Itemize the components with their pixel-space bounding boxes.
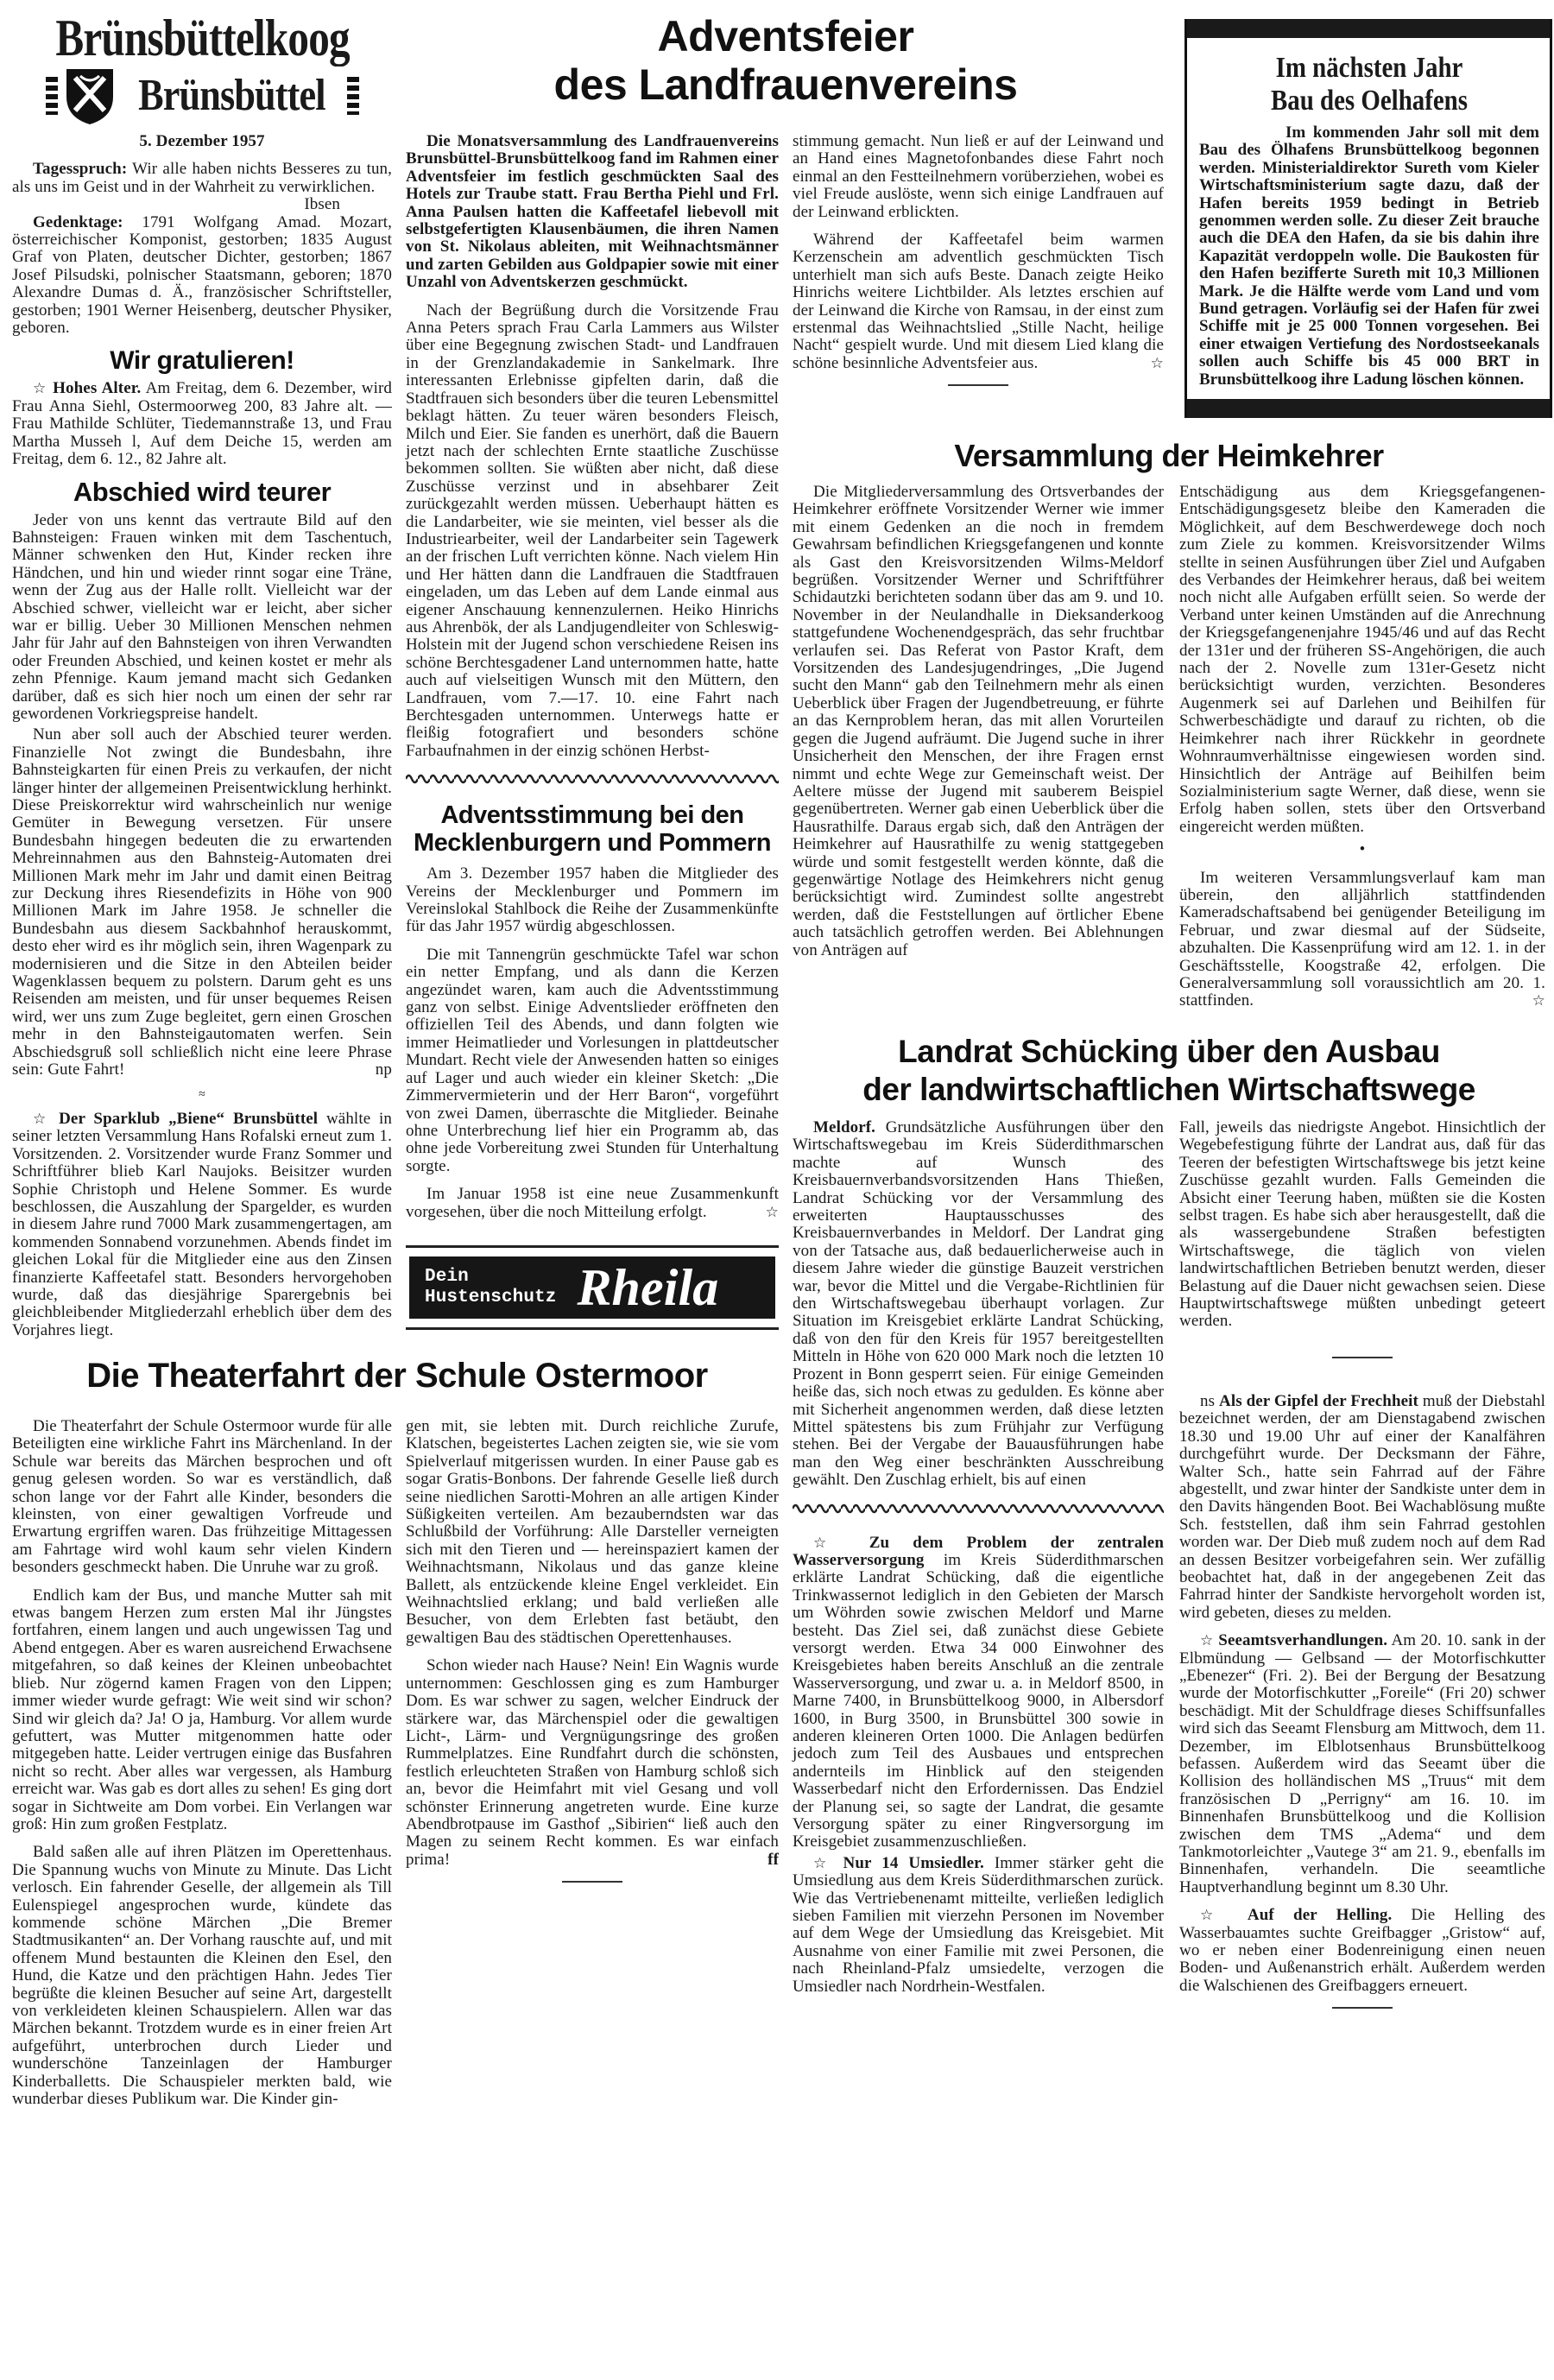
- theater-col1: [12, 1418, 392, 2108]
- issue-date: 5. Dezember 1957: [139, 132, 265, 150]
- article-paragraph: Jeder von uns kennt das vertraute Bild auf den Bahnsteigen: Frauen winken mit dem Taschentuch, Männer schwenken den Hut, Kinder recken ihre Händchen, und hin und wieder rinnt sogar eine Träne, wenn der Zug aus der Halle rollt. Vielleicht war der Abschied schwer, vielleicht war er leicht, aber sicher war er billig. Ueber 30 Millionen Menschen nehmen Jahr für Jahr auf den Bahnsteigen von ihren Verwandten oder Freunden Abschied, und keinen kostet er mehr als zehn Pfennige. Kaum jemand macht sich Gedanken darüber, daß es sich hier noch um einen der sehr rar gewordenen Vorkriegspreise handelt.: [12, 510, 392, 723]
- ornament: [46, 77, 58, 115]
- heimkehrer-col1: [793, 484, 1164, 959]
- article-paragraph: gen mit, sie lebten mit. Durch reichliche Zurufe, Klatschen, begeistertes Lachen zeigten sie, wie sie vom Spielverlauf mitgerissen wurden. In einer Pause gab es sogar Gratis-Bonbons. Der fahrende Geselle ließ durch seine niedlichen Sarotti-Mohren an alle artigen Kinder Süßigkeiten verteilen. Am bezauberndsten war das Schlußbild der Vorführung: Alle Darsteller verneigten sich mit den Tieren und — hereinspaziert kamen der Weihnachtsmann, Nikolaus und das ganze kleine Ballett, als entzückende kleine Engel verkleidet. Ein Weihnachtslied erklang; und bald verließen alle Besucher, von dem Erlebten fast betäubt, den gewaltigen Bau des städtischen Operettenhauses.: [406, 1417, 779, 1647]
- article-paragraph: Nach der Begrüßung durch die Vorsitzende Frau Anna Peters sprach Frau Carla Lammers aus Wilster über eine Begegnung zwischen Stadt- und Landfrauen in der Grenzlandakademie in Sankelmark. Ihre interessanten Erlebnisse gipfelten darin, daß die Stadtfrauen sich besonders über die teuren Lebensmittel beklagt hätten. Zu teuer wären besonders Fleisch, Milch und Eier. Sie fanden es unerhört, daß die Bauern jetzt nach der schlechten Ernte staatliche Zuschüsse bekommen sollten. Sie wüßten aber nicht, daß diese Zuschüsse verzinst und in absehbarer Zeit zurückgezahlt werden müssen. Ueberhaupt hätten es die Landarbeiter, wie sie meinten, viel besser als die Industriearbeiter, weil der Landarbeiter sein Tagewerk an der frischen Luft verrichten könne. Nach vielem Hin und Her hätten dann die Landfrauen die Stadtfrauen eingeladen, um das Leben auf dem Lande einmal aus eigener Anschauung kennenzulernen. Heiko Hinrichs aus Ahrenbök, der als Landjugendleiter von Schleswig-Holstein mit der Jugend schon verschiedene Reisen ins schöne Berchtesgadener Land unternommen hatte, hatte auch auf vielseitigen Wunsch mit den Müttern, den Landfrauen, vom 7.—17. 10. eine Fahrt nach Berchtesgaden unternommen. Unterwegs hatte er fleißig fotografiert und besonders schöne Farbaufnahmen in der einzig schönen Herbst-: [406, 301, 779, 760]
- separator-ornament: ≈: [199, 1087, 205, 1101]
- star-icon: ☆: [33, 380, 47, 397]
- author-initials: ff: [768, 1850, 779, 1869]
- sparklub-notice: ☆ Der Sparklub „Biene“ Brunsbüttel wählte in seiner letzten Versammlung Hans Rofalski erneut zum 1. Vorsitzenden. 2. Vorsitzender wurde Franz Sommer und Schriftführer blieb Karl Naujoks. Beisitzer wurden Sophie Christoph und Helene Sommer. Es wurde beschlossen, die Auszahlung der Spargelder, es wurden in diesem Jahre rund 7000 Mark zusammengertagen, am kommenden Sonnabend vorzunehmen. Abends findet im gleichen Lokal für die Mitglieder eine aus den Zinsen finanzierte Kaffeetafel statt. Besonders hervorgehoben wurde, daß das diesjährige Sparergebnis bei gleichbleibender Mitgliederzahl erheblich über dem des Vorjahres liegt.: [12, 1109, 392, 1339]
- masthead: [10, 10, 395, 126]
- ad-brand: Rheila: [577, 1258, 719, 1316]
- heading-mecklenburger: Adventsstimmung bei den Mecklenburgern und Pommern: [413, 801, 771, 858]
- article-paragraph: Nun aber soll auch der Abschied teurer werden. Finanzielle Not zwingt die Bundesbahn, ihre Bahnsteigkarten für einen Preis zu verkaufen, der nicht länger hinter der allgemeinen Preisentwicklung herhinkt. Diese Preiskorrektur wird wahrscheinlich nur wenige Gemüter in Bewegung versetzen. Für unsere Bundesbahn hingegen bedeuten die zu erwartenden Mehreinnahmen aus den Bahnsteig-Automaten drei Millionen Mark mehr im Jahr und damit einen Beitrag zur Deckung ihres Riesendefizits in Höhe von 900 Millionen Mark im Jahre 1958. Je schneller die Bundesbahn aus diesem Sackbahnhof herauskommt, desto eher wird es ihr möglich sein, ihren Wagenpark zu modernisieren und die Sitze in den Abteilen beider Wagenklassen bequem zu polstern. Darum geht es uns Reisenden am meisten, und für unser bequemes Reisen wird, wer uns zum Zuge begleitet, gern einen Groschen mehr in den Bahnsteigautomaten werfen. Sein Abschiedsgruß soll schließlich nicht eine leere Phrase sein: Gute Fahrt! np: [12, 725, 392, 1079]
- divider: [406, 1327, 779, 1330]
- article-paragraph: Die Mitgliederversammlung des Ortsverbandes der Heimkehrer eröffnete Vorsitzender Werner wie immer mit einem Gedenken an die noch in fremdem Gewahrsam befindlichen Kriegsgefangenen und konnte als Gast den Kreisvorsitzenden Wilms-Meldorf begrüßen. Vorsitzender Werner und Schriftführer Schidautzki berichteten sodann über das am 9. und 10. November in der Neulandhalle in Dieksanderkoog stattgefundene Wochenendgespräch, das sehr fruchtbar verlaufen sei. Das Referat von Pastor Kraft, dem Vorsitzenden des Landesjugendringes, „Die Jugend sucht den Mann“ gab den Teilnehmern mehr als einen Ueberblick über Fragen der Jugendbetreuung, er führte an das Kernproblem heran, das mit allen Vorurteilen gegen die Jugend aufräumt. Die Jugend suche in ihrer Unsicherheit den Menschen, der ihre Fragen ernst nimmt und echte Wege zur Gemeinschaft weist. Der Aeltere müsse der Jugend mit sauberem Beispiel gegenübertreten. Werner gab einen Ueberblick über die Hausrathilfe. Daraus ergab sich, daß den Anträgen der Heimkehrer auf Hausrathilfe zu wenig stattgegeben würde und somit festgestellt werden könnte, daß die gegenwärtige Notlage des Heimkehrers nicht genug berücksichtigt wird. Zumindest sollte angestrebt werden, daß die Feststellungen auf örtlicher Ebene auch tatsächlich getroffen werden. Bei Ablehnungen von Anträgen auf: [793, 483, 1164, 959]
- wave-divider: [793, 1502, 1164, 1516]
- author-initials: np: [375, 1060, 392, 1079]
- star-icon: ☆: [1200, 1632, 1214, 1649]
- memorial-days: Gedenktage: 1791 Wolfgang Amad. Mozart, österreichischer Komponist, gestorben; 1835 August Graf von Platen, deutscher Dichter, gestorben; 1867 Josef Pilsudski, polnischer Staatsmann, geboren; 1870 Alexandre Dumas d. Ä., französischer Schriftsteller, gestorben; 1901 Werner Heisenberg, deutscher Physiker, geboren.: [12, 212, 392, 338]
- heading-abschied-wird-teurer: Abschied wird teurer: [73, 476, 332, 507]
- article-paragraph: Endlich kam der Bus, und manche Mutter sah mit etwas bangem Herzen zum ersten Mal ihr Jüngstes fortfahren, einem langen und auch ungewissen Tag und Abend entgegen. Aber es waren ausreichend Erwachsene mitgefahren, so daß keines der Kleinen unbeobachtet blieb. Nur zögernd kamen Fragen von den Lippen; immer wieder wurde gefragt: Wie weit sind wir schon? Sind wir gleich da? Ja! O ja, Hamburg. Vor allem wurde gefuttert, was Mutter mitgenommen hatte oder mitgegeben hatte. Leider vertrugen einige das Busfahren nicht so recht. Aber alles war vergessen, als Hamburg erreicht war. Was gab es dort alles zu sehen! Es ging dort sogar in Sichtweite am Dom vorbei. Ein Verlangen war groß: Hin zum großen Festplatz.: [12, 1586, 392, 1833]
- wave-divider: [406, 772, 779, 786]
- article-paragraph: Im weiteren Versammlungsverlauf kam man überein, den alljährlich stattfindenden Kameradschaftsabend bei genügender Beteiligung im Februar, und zwar diesmal auf der Südseite, abzuhalten. Die Kassenprüfung wird am 12. 1. in der Geschäftsstelle, Koogstraße 42, erfolgen. Die Generalversammlung soll voraussichtlich am 20. 1. stattfinden. ☆: [1179, 868, 1545, 1010]
- column-c-top: [793, 133, 1164, 398]
- headline-theaterfahrt: Die Theaterfahrt der Schule Ostermoor: [86, 1357, 708, 1395]
- star-icon: ☆: [1532, 992, 1545, 1010]
- article-paragraph: Im Januar 1958 ist eine neue Zusammenkunft vorgesehen, über die noch Mitteilung erfolgt. ☆: [406, 1185, 779, 1221]
- divider: [948, 384, 1008, 386]
- left-column: [12, 133, 392, 1339]
- article-paragraph: Schon wieder nach Hause? Nein! Ein Wagnis wurde unternommen: Geschlossen ging es zum Hamburger Dom. Es war schwer zu sagen, welcher Eindruck der stärkere war, das Märchenspiel oder die gewaltigen Licht-, Lärm- und Vergnügungsringe des großen Rummelplatzes. Eine Rundfahrt durch die schönsten, festlich erleuchteten Straßen von Hamburg schloß sich an, bevor die Heimfahrt mit viel Gesang und voll schönster Erinnerung angetreten wurde. Eine kurze Abendbrotpause im Gasthof „Sibirien“ ließ auch den Magen zu seinem Recht kommen. Es war einfach prima! ff: [406, 1656, 779, 1869]
- article-paragraph: Die Theaterfahrt der Schule Ostermoor wurde für alle Beteiligten eine wirkliche Fahrt ins Märchenland. In der Schule war bereits das Märchen besprochen und oft genug gelesen worden. So war es verständlich, daß schon lange vor der Fahrt alle Kinder, besonders die kleinsten, von einer gewaltigen Vorfreude und Erwartung ergriffen waren. Das frühzeitige Mittagessen am Fahrtage wird wohl kaum sehr vielen Kindern besonders geschmeckt haben. Die Unruhe war zu groß.: [12, 1417, 392, 1577]
- separator-dot: •: [1359, 840, 1366, 859]
- brief-seeamt: ☆ Seeamtsverhandlungen. Am 20. 10. sank in der Elbmündung — Gelbsand — der Motorfischkutter „Ebenezer“ (Fri. 2). Bei der Bergung der Besatzung wurde der Motorfischkutter „Foreile“ (Fri 20) schwer beschädigt. Mit der Schuldfrage dieses Schiffsunfalles wird sich das Seeamt Flensburg am Mittwoch, dem 11. Dezember, im Elblotsenhaus Brunsbüttelkoog befassen. Außerdem wird das Seeamt über die Kollision des holländischen MS „Truus“ mit dem französischen D „Perrigny“ am 16. 10. im Binnenhafen Brunsbüttelkoog und die Kollision zwischen dem TMS „Adema“ und dem Tankmotorleichter „Vautege 3“ am 21. 9., ebenfalls im Binnenhafen, verhandeln. Die seeamtliche Hauptverhandlung beginnt um 8.30 Uhr.: [1179, 1631, 1545, 1896]
- star-icon: ☆: [813, 1534, 846, 1551]
- divider: [1332, 1357, 1393, 1358]
- article-paragraph: Am 3. Dezember 1957 haben die Mitglieder des Vereins der Mecklenburger und Pommern im Vereinslokal Stahlbock die Reihe der Zusammenkünfte für das Jahr 1957 würdig abgeschlossen.: [406, 864, 779, 936]
- oelhafen-box: [1184, 19, 1552, 418]
- daily-saying: Tagesspruch: Wir alle haben nichts Besseres zu tun, als uns im Geist und in der Wahrheit zu verwirklichen. Ibsen: [12, 160, 392, 214]
- theater-col2: [406, 1418, 779, 1895]
- divider: [406, 1245, 779, 1248]
- article-paragraph: Bald saßen alle auf ihren Plätzen im Operettenhaus. Die Spannung wuchs von Minute zu Minute. Das Licht verlosch. Ein fahrender Geselle, der allgemein als Till Eulenspiegel angesprochen wurde, kündete das kommende schöne Märchen „Die Bremer Stadtmusikanten“ an. Der Vorhang rauschte auf, und mit offenem Mund bestaunten die Kleinen den Esel, den Hund, die Katze und den prächtigen Hahn. Jedes Tier begrüßte die kleinen Besucher auf seine Art, dargestellt von verkleideten kleinen Schauspielern. Allen war das Märchen bekannt. Trotzdem wurde es in einer freien Art aufgeführt, unterbrochen durch Lieder und wunderschöne Tanzeinlagen der Hamburger Kinderballetts. Die Schauspieler merkten bald, wie wunderbar dieses Publikum war. Die Kinder gin-: [12, 1843, 392, 2109]
- oelhafen-text: Im kommenden Jahr soll mit dem Bau des Ölhafens Brunsbüttelkoog begonnen werden. Ministerialdirektor Sureth vom Kieler Wirtschaftsministerium sagte dazu, daß der Hafen bereits 1959 bedingt in Betrieb genommen werden solle. Zu dieser Zeit brauche auch die DEA den Hafen, da sie bis dahin ihre Kapazität verdoppeln wolle. Die Baukosten für den Hafen bezifferte Sureth mit 10,3 Millionen Mark. Je die Hälfte werde vom Land und vom Bund getragen. Vorläufig sei der Hafen für zwei Schiffe mit je 25 000 Tonnen vorgesehen. Bei einer etwaigen Vertiefung des Nordostseekanals sollen auch Schiffe bis 45 000 BRT in Brunsbüttelkoog ihre Ladung löschen können.: [1199, 123, 1539, 389]
- saying-author: Ibsen: [304, 195, 340, 214]
- coat-of-arms-icon: [63, 66, 117, 126]
- headline-adventsfeier: Adventsfeier des Landfrauenvereins: [553, 12, 1018, 109]
- heading-oelhafen: Im nächsten Jahr Bau des Oelhafens: [1270, 52, 1469, 117]
- heimkehrer-col2: [1179, 484, 1545, 1010]
- heading-wir-gratulieren: Wir gratulieren!: [110, 346, 294, 376]
- article-paragraph: Während der Kaffeetafel beim warmen Kerzenschein am adventlich geschmückten Tisch unterhielt man sich aufs Beste. Danach zeigte Heiko Hinrichs weitere Lichtbilder. Als letztes erschien auf der Leinwand die Kirche von Ramsau, in der einst zum erstenmal das Weihnachtslied „Stille Nacht, heilige Nacht“ gespielt wurde. Und mit diesem Lied klang die schöne besinnliche Adventsfeier aus. ☆: [793, 231, 1164, 372]
- box-band: [1187, 399, 1550, 418]
- brief-helling: ☆ Auf der Helling. Die Helling des Wasserbauamtes suchte Greifbagger „Gristow“ auf, wo er neben einer Bodenreinigung einen neuen Boden- und Außenanstrich erhält. Außerdem werden die Walschienen des Greifbaggers erneuert.: [1179, 1906, 1545, 1995]
- star-icon: ☆: [1200, 1907, 1229, 1924]
- star-icon: ☆: [1150, 354, 1164, 371]
- masthead-title-brunsbuettel: Brünsbüttel: [138, 71, 325, 120]
- brief-frechheit: ns Als der Gipfel der Frechheit muß der Diebstahl bezeichnet werden, der am Dienstagabend zwischen 18.30 und 19.00 Uhr auf einer der Kanalfähren durchgeführt wurde. Der Decksmann der Fähre, Walter Sch., hatte sein Fahrrad auf der Fähre abgestellt, und zwar hinter der Sandkiste unter dem in den Davits hängenden Boot. Bei Wachablösung mußte Sch. feststellen, daß ihm sein Fahrrad gestohlen worden war. Der Dieb muß zudem noch auf dem Rad an dessen Besitzer vorbeigefahren sein. Wer zufällig beobachtet hat, daß in der angegebenen Zeit das Fahrrad hinter der Sandkiste hervorgeholt worden ist, wird gebeten, dieses zu melden.: [1179, 1391, 1545, 1622]
- heading-heimkehrer: Versammlung der Heimkehrer: [954, 438, 1384, 473]
- article-paragraph: stimmung gemacht. Nun ließ er auf der Leinwand und an Hand eines Magnetofonbandes diese Fahrt noch einmal an den Festteilnehmern vorüberziehen, wobei es viel Freude auslöste, wenn sich einige Landfrauen auf der Leinwand erblickten.: [793, 132, 1164, 221]
- article-paragraph: Meldorf. Grundsätzliche Ausführungen über den Wirtschaftswegebau im Kreis Süderdithmarschen machte auf Wunsch des Kreisbauernverbandsvorsitzenden Hans Thießen, Landrat Schücking vor der Versammlung des erweiterten Hauptausschusses des Kreisbauernverbandes in Meldorf. Der Landrat ging von der Tatsache aus, daß bedauerlicherweise auch in diesem Jahre wieder die günstige Bauzeit verstrichen war, bevor die Mittel und die Vergabe-Richtlinien für den Wirtschaftswegebau überhaupt vorlagen. Zur Situation im Kreisgebiet erklärte Landrat Schücking, daß von den für den Kreis für 1957 bereitgestellten Mitteln in Höhe von 620 000 Mark noch die letzten 10 Prozent in Bonn gesperrt seien. Für einige Gemeinden heiße das, sich noch etwas zu gedulden. Es könne aber mit Sicherheit angenommen werden, daß diese letzten Mittel spätestens bis zum Frühjahr zur Verfügung stehen. Bei der Vergabe der Bauausführungen habe man den Weg einer beschränkten Ausschreibung gewählt. Den Zuschlag erhielt, bis auf einen: [793, 1118, 1164, 1490]
- column-b: [406, 133, 779, 1339]
- birthday-notice: ☆ Hohes Alter. Am Freitag, dem 6. Dezember, wird Frau Anna Siehl, Ostermoorweg 200, 83 Jahre alt. — Frau Mathilde Schlüter, Tiedemannstraße 13, und Frau Martha Musseh l, Auf dem Deiche 15, werden am Freitag, dem 6. 12., 82 Jahre alt.: [12, 379, 392, 469]
- masthead-title-brunsbuettelkoog: Brünsbüttelkoog: [55, 9, 350, 66]
- advertisement-rheila: Dein Hustenschutz Rheila: [409, 1256, 775, 1319]
- adventsfeier-lead: Die Monatsversammlung des Landfrauenvereins Brunsbüttel-Brunsbüttelkoog fand im Rahmen einer Adventsfeier im festlich geschmückten Saal des Hotels zur Traube statt. Frau Bertha Piehl und Frl. Anna Paulsen hatten die Kaffeetafel liebevoll mit selbstgefertigten Klausenbäumen, die ihren Namen von St. Nikolaus ableiten, mit Weihnachtsmänner und zarten Gebilden aus Goldpapier sowie mit einer Unzahl von Adventskerzen geschmückt.: [406, 132, 779, 292]
- divider: [1332, 2007, 1393, 2009]
- article-paragraph: Fall, jeweils das niedrigste Angebot. Hinsichtlich der Wegebefestigung führte der Landrat aus, daß für das Teeren der befestigten Wirtschaftswege bis jetzt keine Zuschüsse gezahlt wurden. Falls Gemeinden die Absicht einer Teerung haben, müßten sie die Kosten selbst tragen. Es habe sich aber herausgestellt, daß die als wassergebundene Straßen befestigten Wirtschaftswege, die täglich von vielen landwirtschaftlichen Betrieben benutzt werden, dieser Belastung auf die Dauer nicht gewachsen seien. Diese Hauptwirtschaftswege müßten unbedingt geteert werden.: [1179, 1118, 1545, 1331]
- brief-wasserversorgung: ☆ Zu dem Problem der zentralen Wasserversorgung im Kreis Süderdithmarschen erklärte Landrat Schücking, daß die eigentliche Trinkwassernot lediglich in den Gebieten der Marsch um Wöhrden sowie zwischen Meldorf und Marne besteht. Das Ziel sei, daß zunächst diese Gebiete versorgt werden. Etwa 34 000 Einwohner des Kreisgebietes haben bereits Anschluß an die zentrale Wasserversorgung, und zwar u. a. in Meldorf 8500, in Marne 7400, in Brunsbüttelkoog 9000, in Albersdorf 1600, in Burg 3500, in Brunsbüttel 300 sowie in anderen kleineren Orten 1000. Die Anlagen bedürfen jedoch zum Teil des Ausbaues und entsprechen andernteils im Hinblick auf den steigenden Wasserbedarf nicht den Erfordernissen. Das Endziel der Planung sei, so sagte der Landrat, die gesamte Versorgung später zu einer Ringversorgung im Kreisgebiet zusammenzuschließen.: [793, 1533, 1165, 1851]
- headline-landrat: Landrat Schücking über den Ausbau der landwirtschaftlichen Wirtschaftswege: [862, 1034, 1475, 1107]
- star-icon: ☆: [813, 1854, 833, 1871]
- star-icon: ☆: [765, 1203, 779, 1220]
- landrat-col2: [1179, 1119, 1545, 2021]
- ornament: [347, 77, 359, 115]
- star-icon: ☆: [33, 1110, 51, 1127]
- brief-umsiedler: ☆ Nur 14 Umsiedler. Immer stärker geht die Umsiedlung aus dem Kreis Süderdithmarschen zurück. Wie das Vertriebenenamt mitteilte, verließen lediglich sieben Familien mit vierzehn Personen im November auf dem Wege der Umsiedlung das Kreisgebiet. Mit Ausnahme von einer Familie mit zwei Personen, die nach Rheinland-Pfalz umsiedelte, verzogen die Umsiedler nach Nordrhein-Westfalen.: [793, 1853, 1165, 1996]
- box-band: [1187, 19, 1550, 38]
- article-paragraph: Entschädigung aus dem Kriegsgefangenen-Entschädigungsgesetz bleibe den Kameraden die Möglichkeit, auf dem Beschwerdewege doch noch zum Ziele zu kommen. Kreisvorsitzender Wilms stellte in seinen Ausführungen über Ziel und Aufgaben des Verbandes der Heimkehrer heraus, daß bei weitem noch nicht alle Aufgaben erfüllt seien. So werde der Verband unter keinen Umständen auf die Anrechnung der Kriegsgefangenenjahre 1945/46 und auf das Recht der 131er und der früheren SS-Angehörigen, die auch nach der 2. Novelle zum 131er-Gesetz nicht berücksichtigt wurden, verzichten. Besonderes Augenmerk sei auf Darlehen und Beihilfen für Schwerbeschädigte und darauf zu richten, ob die Heimkehrer nach ihrer Rückkehr in geordnete Wohnraumverhältnisse eingewiesen worden sind. Hinsichtlich der Anträge auf Beihilfen beim Sozialministerium sagte Werner, daß diese, wenn sie Erfolg haben sollen, stets über den Ortsverband eingereicht werden müßten.: [1179, 483, 1545, 836]
- landrat-col1: [793, 1119, 1164, 1996]
- author-initials: ns: [1200, 1391, 1216, 1410]
- article-paragraph: Die mit Tannengrün geschmückte Tafel war schon ein netter Empfang, und als dann die Kerzen angezündet waren, kam auch die Adventsstimmung ganz von selbst. Einige Adventslieder eröffneten den offiziellen Teil des Abends, und dann folgten wie immer Heimatlieder und Vorlesungen in plattdeutscher Mundart. Recht viele der Anwesenden hatten so einiges auf Lager und auch wieder ein kleiner Sketch: „Die Zimmervermieterin und der Herr Baron“, vorgeführt von zwei Damen, überraschte die Mitglieder. Beinahe ohne Unterbrechung lief hier ein Programm ab, das ohne jede Vorbereitung zwei Stunden für Unterhaltung sorgte.: [406, 945, 779, 1175]
- divider: [562, 1881, 622, 1883]
